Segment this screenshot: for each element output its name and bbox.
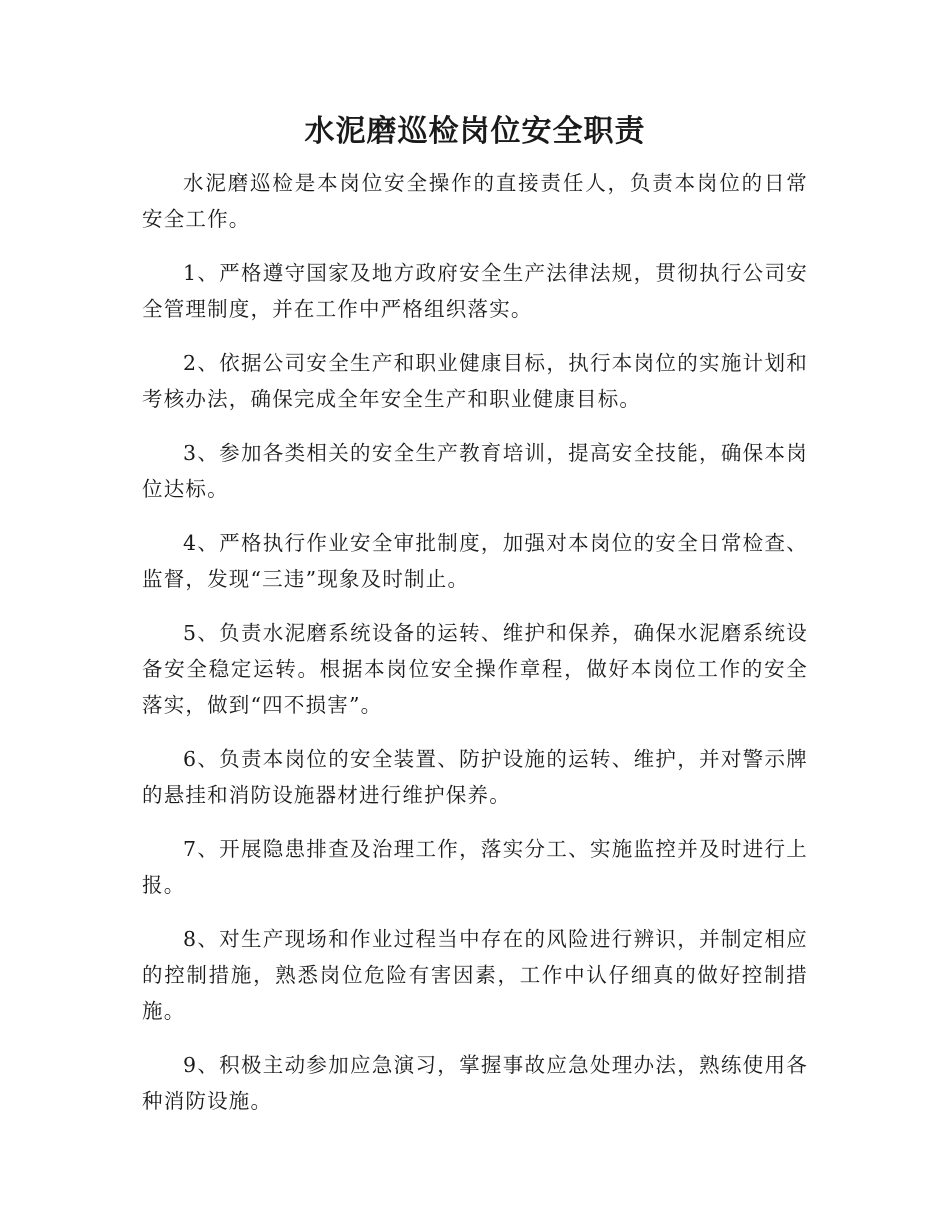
duty-item-8: 8、对生产现场和作业过程当中存在的风险进行辨识，并制定相应的控制措施，熟悉岗位危险有害因素，工作中认仔细真的做好控制措施。 — [142, 927, 808, 1023]
duty-item-5: 5、负责水泥磨系统设备的运转、维护和保养，确保水泥磨系统设备安全稳定运转。根据本岗位安全操作章程，做好本岗位工作的安全落实，做到“四不损害”。 — [142, 621, 808, 717]
duty-item-6: 6、负责本岗位的安全装置、防护设施的运转、维护，并对警示牌的悬挂和消防设施器材进行维护保养。 — [142, 747, 808, 807]
duty-item-4: 4、严格执行作业安全审批制度，加强对本岗位的安全日常检查、监督，发现“三违”现象及时制止。 — [142, 531, 808, 591]
duty-item-3: 3、参加各类相关的安全生产教育培训，提高安全技能，确保本岗位达标。 — [142, 441, 808, 501]
duty-item-2: 2、依据公司安全生产和职业健康目标，执行本岗位的实施计划和考核办法，确保完成全年安全生产和职业健康目标。 — [142, 351, 808, 411]
duty-item-7: 7、开展隐患排查及治理工作，落实分工、实施监控并及时进行上报。 — [142, 837, 808, 897]
document-body — [142, 165, 808, 1137]
duty-item-9: 9、积极主动参加应急演习，掌握事故应急处理办法，熟练使用各种消防设施。 — [142, 1053, 808, 1113]
intro-paragraph: 水泥磨巡检是本岗位安全操作的直接责任人，负责本岗位的日常安全工作。 — [142, 171, 808, 231]
duty-item-1: 1、严格遵守国家及地方政府安全生产法律法规，贯彻执行公司安全管理制度，并在工作中严格组织落实。 — [142, 261, 808, 321]
document-title: 水泥磨巡检岗位安全职责 — [304, 114, 646, 149]
